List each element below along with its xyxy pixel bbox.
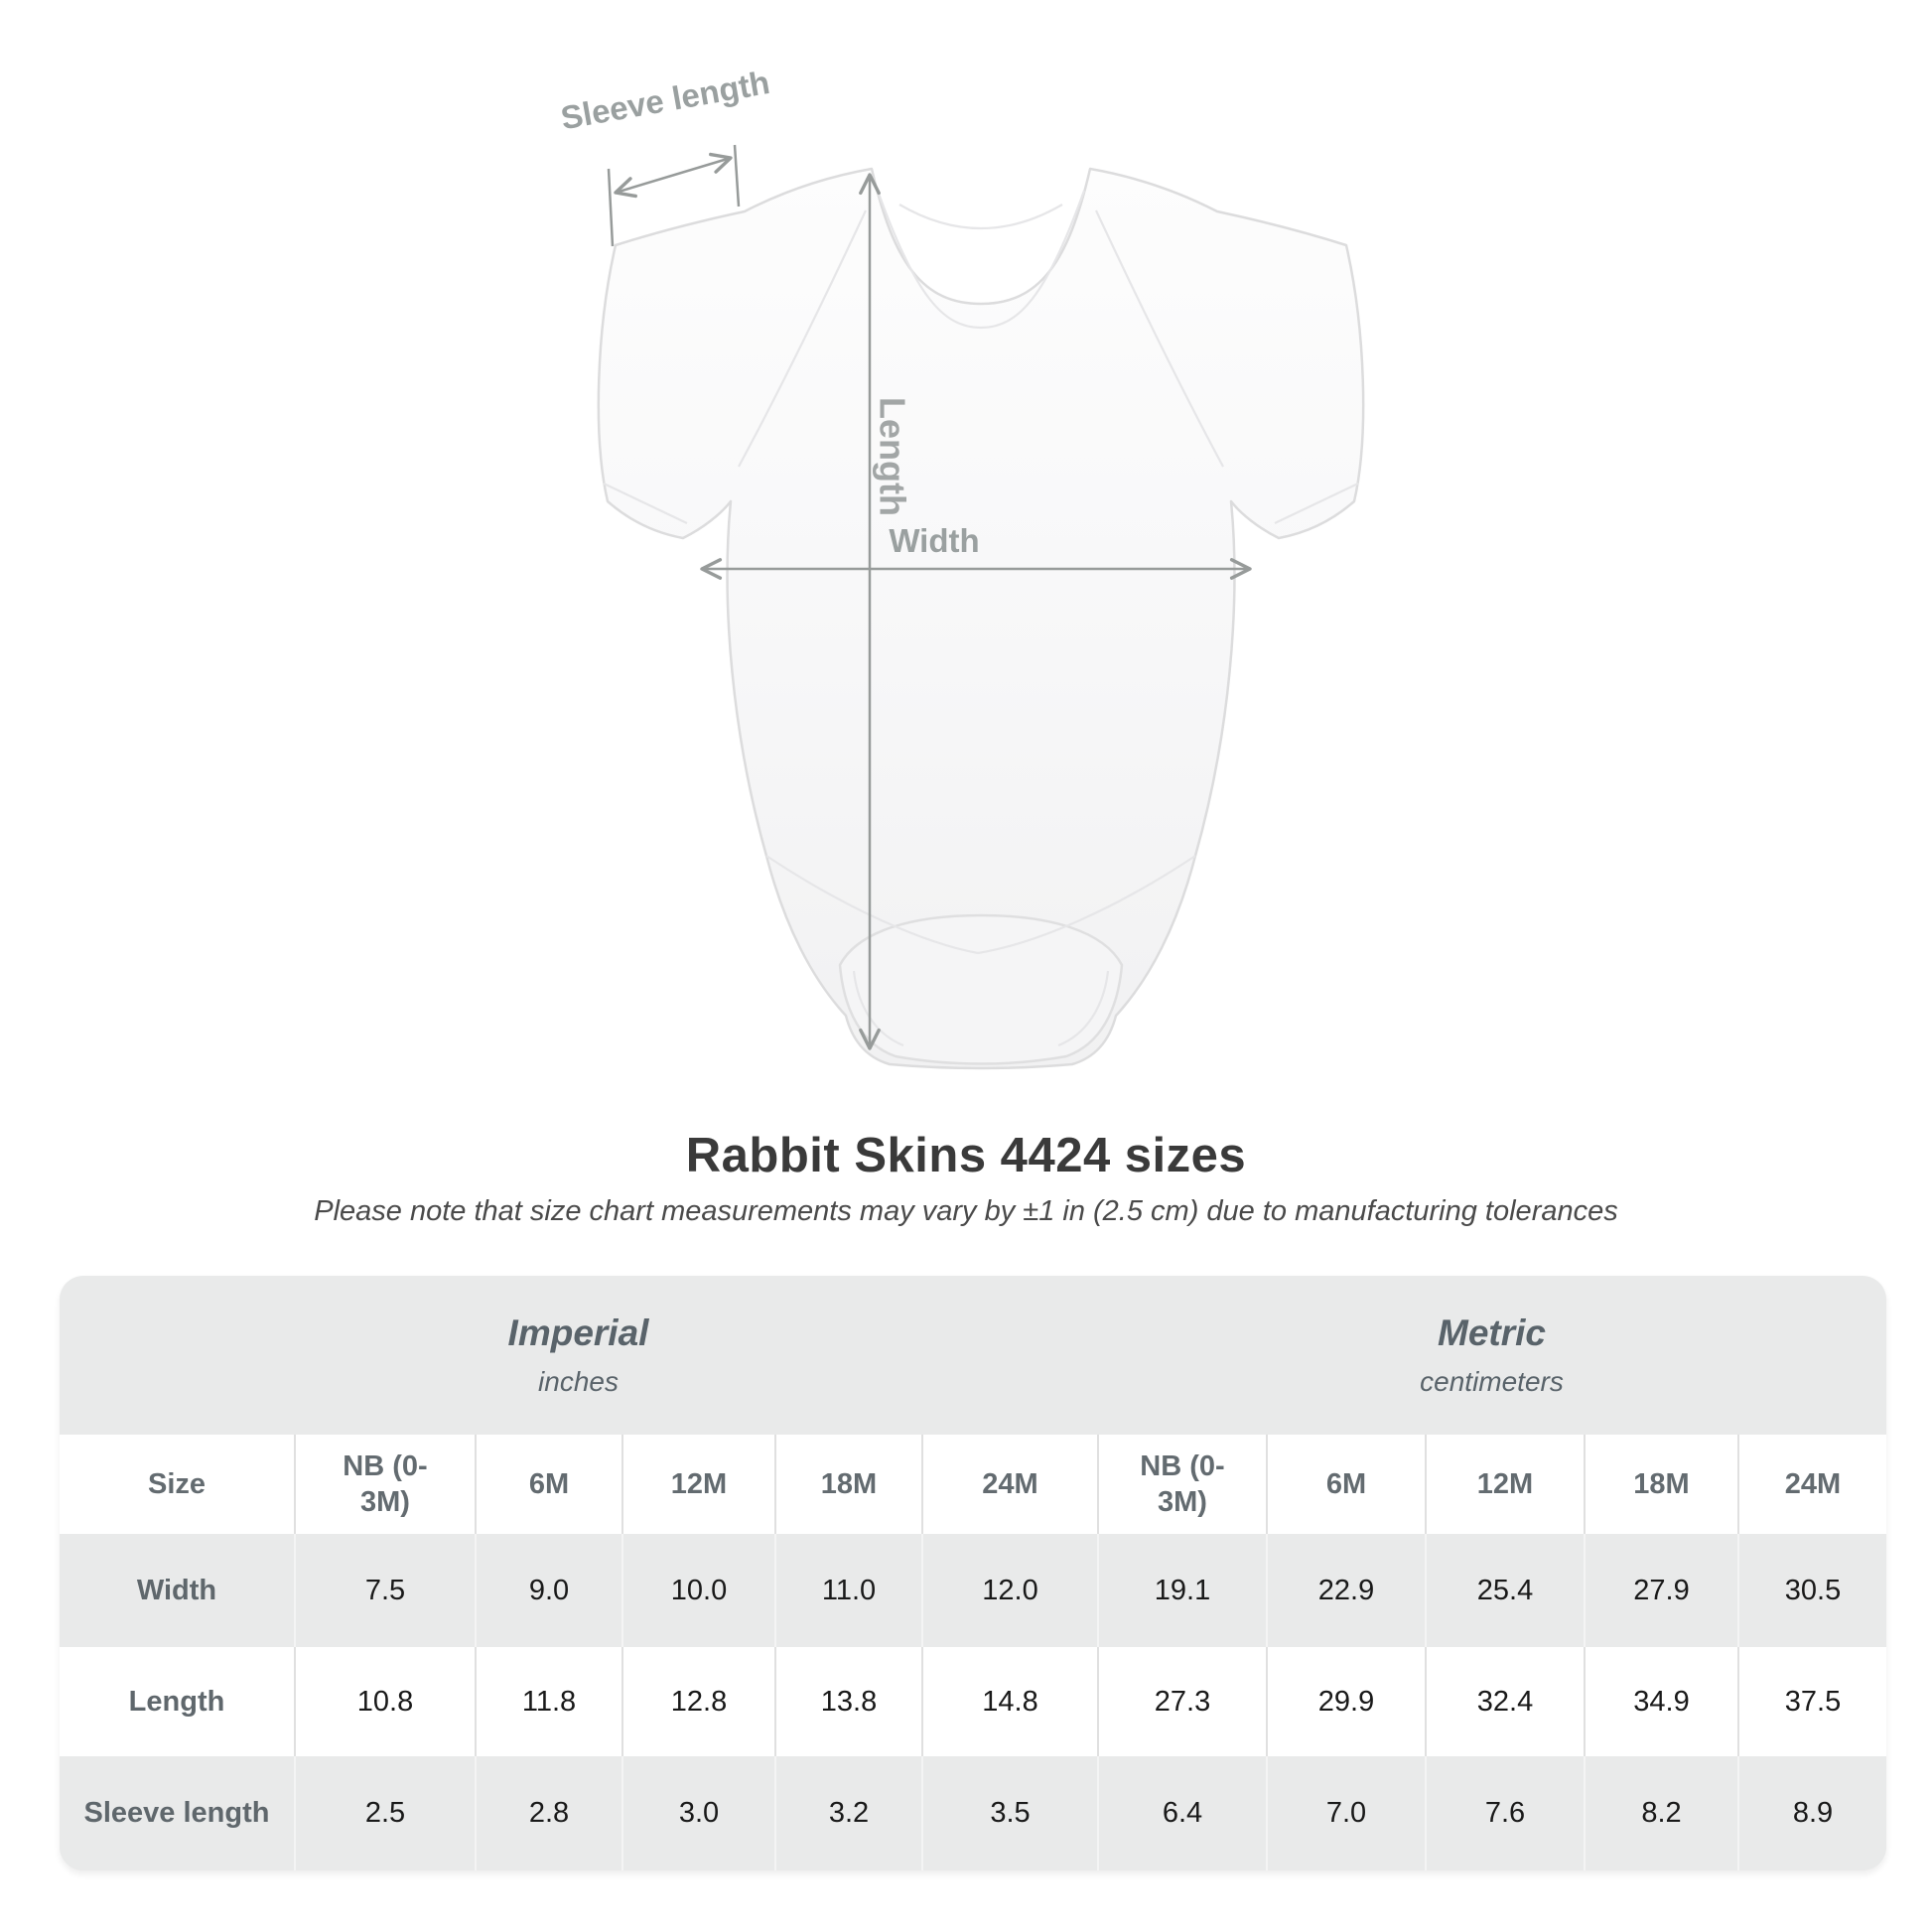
metric-unit-label: centimeters	[1420, 1366, 1564, 1397]
col-header-imperial-12m: 12M	[621, 1435, 774, 1534]
cell-length-metric-24m: 37.5	[1737, 1647, 1886, 1756]
sleeve-measure-line	[616, 158, 731, 193]
col-header-imperial-nb	[294, 1435, 475, 1534]
col-header-metric-24m: 24M	[1737, 1435, 1886, 1534]
col-header-metric-nb	[1097, 1435, 1266, 1534]
cell-sleeve-imperial-6m: 2.8	[475, 1756, 621, 1870]
col-header-size: Size	[60, 1435, 294, 1534]
sleeve-measure-tick-left	[609, 169, 613, 246]
cell-width-imperial-24m: 12.0	[921, 1534, 1097, 1647]
cell-length-metric-nb: 27.3	[1097, 1647, 1266, 1756]
cell-length-metric-12m: 32.4	[1425, 1647, 1584, 1756]
cell-width-metric-nb: 19.1	[1097, 1534, 1266, 1647]
cell-sleeve-metric-24m: 8.9	[1737, 1756, 1886, 1870]
cell-width-imperial-18m: 11.0	[774, 1534, 921, 1647]
cell-length-imperial-6m: 11.8	[475, 1647, 621, 1756]
cell-length-imperial-12m: 12.8	[621, 1647, 774, 1756]
sleeve-measure-tick-right	[735, 145, 739, 207]
cell-sleeve-metric-18m: 8.2	[1584, 1756, 1737, 1870]
page-title: Rabbit Skins 4424 sizes	[685, 1129, 1247, 1182]
size-table	[60, 1276, 1886, 1870]
col-header-imperial-6m: 6M	[475, 1435, 621, 1534]
tolerance-note: Please note that size chart measurements may vary by ±1 in (2.5 cm) due to manufacturing tolerances	[314, 1195, 1618, 1227]
imperial-unit-label: inches	[538, 1366, 619, 1397]
cell-width-metric-24m: 30.5	[1737, 1534, 1886, 1647]
row-label-length: Length	[60, 1647, 294, 1756]
cell-length-imperial-nb: 10.8	[294, 1647, 475, 1756]
sleeve-length-label: Sleeve length	[558, 63, 772, 137]
cell-sleeve-imperial-18m: 3.2	[774, 1756, 921, 1870]
cell-sleeve-imperial-nb: 2.5	[294, 1756, 475, 1870]
col-header-imperial-18m: 18M	[774, 1435, 921, 1534]
cell-width-imperial-6m: 9.0	[475, 1534, 621, 1647]
cell-sleeve-metric-nb: 6.4	[1097, 1756, 1266, 1870]
cell-length-metric-6m: 29.9	[1266, 1647, 1425, 1756]
col-header-imperial-24m: 24M	[921, 1435, 1097, 1534]
col-header-metric-6m: 6M	[1266, 1435, 1425, 1534]
col-header-text: NB (0-3M)	[1140, 1449, 1225, 1518]
metric-label: Metric	[1438, 1312, 1546, 1353]
cell-width-metric-12m: 25.4	[1425, 1534, 1584, 1647]
col-header-text: NB (0-3M)	[343, 1449, 428, 1518]
cell-width-metric-6m: 22.9	[1266, 1534, 1425, 1647]
length-label: Length	[872, 397, 913, 516]
cell-width-metric-18m: 27.9	[1584, 1534, 1737, 1647]
group-header-imperial	[60, 1276, 1097, 1435]
cell-sleeve-imperial-12m: 3.0	[621, 1756, 774, 1870]
cell-width-imperial-nb: 7.5	[294, 1534, 475, 1647]
cell-length-imperial-24m: 14.8	[921, 1647, 1097, 1756]
group-header-metric	[1097, 1276, 1886, 1435]
width-label: Width	[889, 522, 980, 559]
imperial-label: Imperial	[507, 1312, 649, 1353]
col-header-metric-12m: 12M	[1425, 1435, 1584, 1534]
row-label-sleeve-length: Sleeve length	[60, 1756, 294, 1870]
cell-sleeve-metric-6m: 7.0	[1266, 1756, 1425, 1870]
cell-sleeve-metric-12m: 7.6	[1425, 1756, 1584, 1870]
cell-width-imperial-12m: 10.0	[621, 1534, 774, 1647]
col-header-metric-18m: 18M	[1584, 1435, 1737, 1534]
cell-length-metric-18m: 34.9	[1584, 1647, 1737, 1756]
row-label-width: Width	[60, 1534, 294, 1647]
cell-sleeve-imperial-24m: 3.5	[921, 1756, 1097, 1870]
cell-length-imperial-18m: 13.8	[774, 1647, 921, 1756]
crotch-flap	[840, 915, 1122, 1064]
